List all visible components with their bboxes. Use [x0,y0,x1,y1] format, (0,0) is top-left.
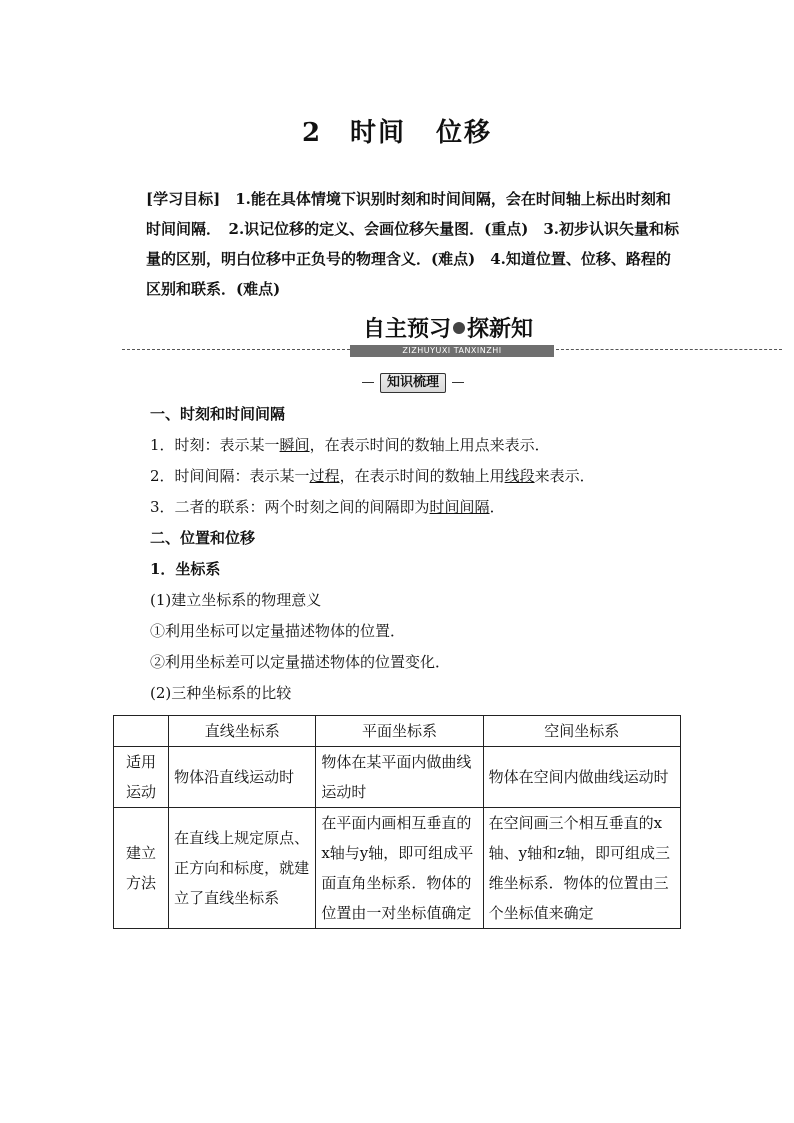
table-header-cell: 空间坐标系 [483,716,680,747]
table-cell: 物体在空间内做曲线运动时 [483,747,680,808]
section-tag [362,373,464,391]
table-header-cell: 直线坐标系 [169,716,316,747]
banner-subtitle: ZIZHUYUXI TANXINZHI [350,345,554,357]
banner-title [355,318,541,342]
title-part-2: 位移 [436,118,493,148]
learning-goals: [学习目标] 1.能在具体情境下识别时刻和时间间隔，会在时间轴上标出时刻和时间间隔． 2.识记位移的定义、会画位移矢量图．(重点) 3.初步认识矢量和标量的区别，明白位移中正负号的物理含义．(难点) 4.知道位置、位移、路程的区别和联系．(难点) [146,190,680,298]
paragraph-point-1: ①利用坐标可以定量描述物体的位置． [150,622,406,640]
section-banner [0,318,794,358]
table-cell: 物体沿直线运动时 [169,747,316,808]
comparison-table [113,715,681,929]
page-title [0,112,794,149]
content-body [150,399,690,709]
item-3: 3．二者的联系：两个时刻之间的间隔即为时间间隔． [150,498,505,516]
table-cell: 在平面内画相互垂直的x轴与y轴，即可组成平面直角坐标系．物体的位置由一对坐标值确定 [316,808,483,929]
title-number: 2 [301,118,323,148]
paragraph-meaning: (1)建立坐标系的物理意义 [150,591,322,609]
banner-divider-right [556,349,782,350]
table-row [114,808,681,929]
table-row-label: 建立方法 [114,808,169,929]
title-part-1: 时间 [350,118,407,148]
banner-divider-left [122,349,350,350]
section-1-heading: 一、时刻和时间间隔 [150,405,286,423]
table-cell: 在直线上规定原点、正方向和标度，就建立了直线坐标系 [169,808,316,929]
banner-title-a: 自主预习 [362,317,451,342]
item-1: 1．时刻：表示某一瞬间，在表示时间的数轴上用点来表示． [150,436,550,454]
item-2: 2．时间间隔：表示某一过程，在表示时间的数轴上用线段来表示． [150,467,595,485]
arrow-dot-icon [453,322,465,334]
table-cell: 在空间画三个相互垂直的x轴、y轴和z轴，即可组成三维坐标系．物体的位置由三个坐标值来确定 [483,808,680,929]
table-header-row [114,716,681,747]
banner-title-b: 探新知 [467,317,534,342]
section-2-heading: 二、位置和位移 [150,529,256,547]
table-row [114,747,681,808]
table-row-label: 适用运动 [114,747,169,808]
subsection-coordinate: 1．坐标系 [150,560,221,578]
paragraph-comparison: (2)三种坐标系的比较 [150,684,292,702]
table-header-cell: 平面坐标系 [316,716,483,747]
section-tag-label: 知识梳理 [380,373,446,393]
paragraph-point-2: ②利用坐标差可以定量描述物体的位置变化． [150,653,451,671]
table-cell: 物体在某平面内做曲线运动时 [316,747,483,808]
